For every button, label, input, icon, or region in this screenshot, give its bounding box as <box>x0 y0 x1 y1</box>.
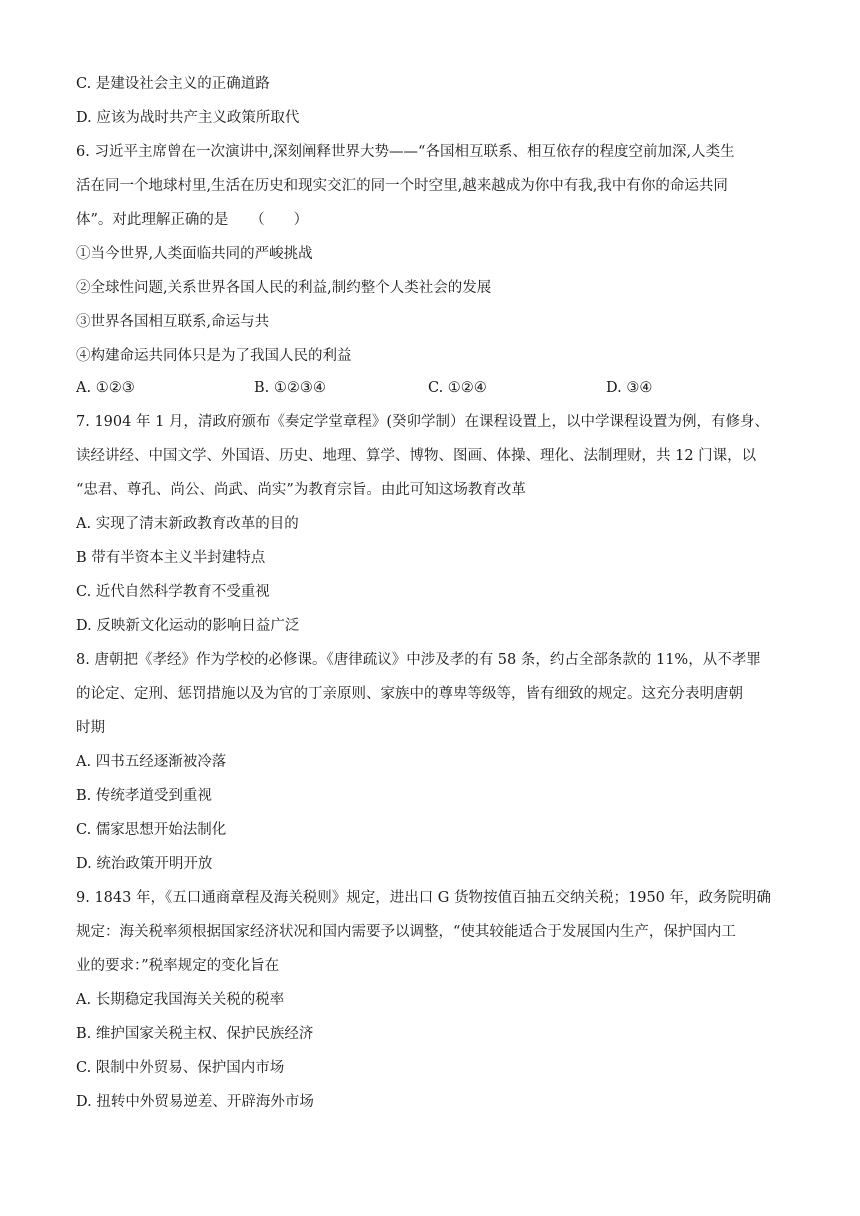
q7-option-b: B 带有半资本主义半封建特点 <box>76 550 266 566</box>
q6-options-row <box>76 378 788 398</box>
q8-stem-line: 时期 <box>76 720 105 736</box>
q9-option-c: C. 限制中外贸易、保护国内市场 <box>76 1060 285 1076</box>
q9-stem-line: 9. 1843 年，《五口通商章程及海关税则》规定，进出口 G 货物按值百抽五交纳关税；1950 年，政务院明确 <box>76 890 772 906</box>
q8-option-c: C. 儒家思想开始法制化 <box>76 822 227 838</box>
q9-option-b: B. 维护国家关税主权、保护民族经济 <box>76 1026 314 1042</box>
q9-stem-line: 规定：海关税率须根据国家经济状况和国内需要予以调整，“使其较能适合于发展国内生产，保护国内工 <box>76 924 736 940</box>
q7-stem-line: “忠君、尊孔、尚公、尚武、尚实”为教育宗旨。由此可知这场教育改革 <box>76 482 526 498</box>
q6-option-a: A. ①②③ <box>76 380 135 396</box>
q7-option-a: A. 实现了清末新政教育改革的目的 <box>76 516 299 532</box>
q6-statement-3: ③世界各国相互联系,命运与共 <box>76 314 270 330</box>
q8-stem-line: 8. 唐朝把《孝经》作为学校的必修课。《唐律疏议》中涉及孝的有 58 条，约占全部条款的 11%，从不孝罪 <box>76 652 761 668</box>
q7-stem-line: 读经讲经、中国文学、外国语、历史、地理、算学、博物、图画、体操、理化、法制理财，共 12 门课，以 <box>76 448 757 464</box>
q8-option-a: A. 四书五经逐渐被冷落 <box>76 754 227 770</box>
q9-option-a: A. 长期稳定我国海关关税的税率 <box>76 992 285 1008</box>
q7-option-c: C. 近代自然科学教育不受重视 <box>76 584 270 600</box>
q6-stem-line: 6. 习近平主席曾在一次演讲中,深刻阐释世界大势——“各国相互联系、相互依存的程度空前加深,人类生 <box>76 144 735 160</box>
q5-option-c: C. 是建设社会主义的正确道路 <box>76 76 270 92</box>
q6-option-c: C. ①②④ <box>428 380 487 396</box>
q9-stem-line: 业的要求：”税率规定的变化旨在 <box>76 958 280 974</box>
q6-stem-line: 体”。对此理解正确的是 （ ） <box>76 212 309 228</box>
q8-stem-line: 的论定、定刑、惩罚措施以及为官的丁亲原则、家族中的尊卑等级等，皆有细致的规定。这充分表明唐朝 <box>76 686 743 702</box>
q9-option-d: D. 扭转中外贸易逆差、开辟海外市场 <box>76 1094 314 1110</box>
q7-option-d: D. 反映新文化运动的影响日益广泛 <box>76 618 300 634</box>
q7-stem-line: 7. 1904 年 1 月，清政府颁布《奏定学堂章程》(癸卯学制）在课程设置上，以中学课程设置为例，有修身、 <box>76 414 770 430</box>
q6-option-b: B. ①②③④ <box>254 380 326 396</box>
q6-stem-line: 活在同一个地球村里,生活在历史和现实交汇的同一个时空里,越来越成为你中有我,我中有你的命运共同 <box>76 178 728 194</box>
q6-statement-2: ②全球性问题,关系世界各国人民的利益,制约整个人类社会的发展 <box>76 280 492 296</box>
q8-option-d: D. 统治政策开明开放 <box>76 856 213 872</box>
q5-option-d: D. 应该为战时共产主义政策所取代 <box>76 110 300 126</box>
q6-statement-1: ①当今世界,人类面临共同的严峻挑战 <box>76 246 313 262</box>
q8-option-b: B. 传统孝道受到重视 <box>76 788 212 804</box>
q6-statement-4: ④构建命运共同体只是为了我国人民的利益 <box>76 348 352 364</box>
q6-option-d: D. ③④ <box>606 380 653 396</box>
